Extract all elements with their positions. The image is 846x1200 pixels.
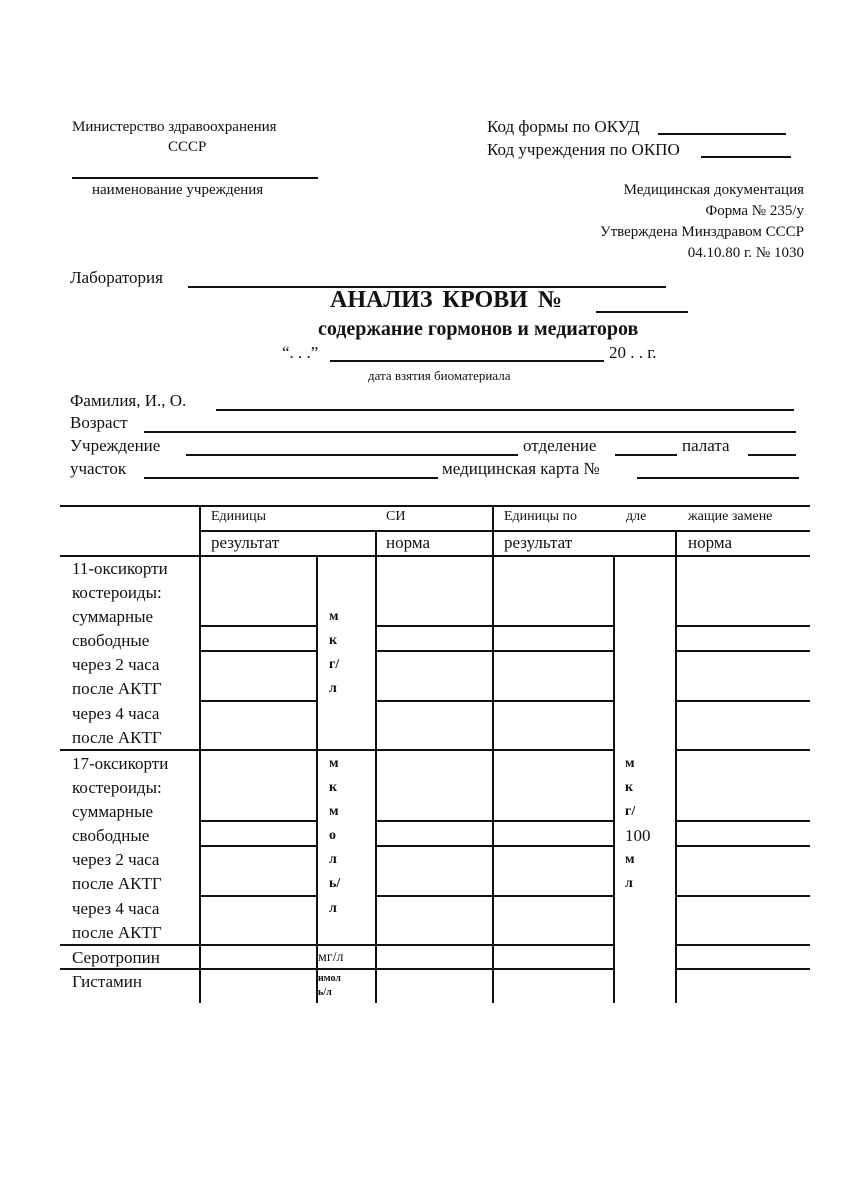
row-divider	[200, 845, 317, 847]
table-header-bottom	[60, 555, 810, 557]
ministry-country: СССР	[168, 139, 207, 155]
page-subtitle: содержание гормонов и медиаторов	[318, 318, 639, 340]
row-label: свободные	[72, 826, 150, 845]
row-label: костероиды:	[72, 583, 162, 602]
row-label: через 2 часа	[72, 850, 160, 869]
unit-letter: л	[329, 681, 337, 696]
row-label: после АКТГ	[72, 679, 162, 698]
col-divider	[492, 505, 494, 1003]
old-unit-letter: м	[625, 852, 635, 867]
row-label: после АКТГ	[72, 728, 162, 747]
header-old-units-mid: дле	[626, 509, 647, 524]
row-divider	[676, 700, 810, 702]
table-header-divider	[200, 530, 810, 532]
row-label: костероиды:	[72, 778, 162, 797]
okud-label: Код формы по ОКУД	[487, 117, 640, 136]
row-label: 11-оксикорти	[72, 559, 168, 578]
row-divider	[200, 820, 317, 822]
laboratory-label: Лаборатория	[70, 268, 163, 287]
department-field[interactable]	[615, 454, 677, 456]
group-divider	[676, 944, 810, 946]
row-label: свободные	[72, 631, 150, 650]
group-divider	[676, 749, 810, 751]
table-top-border	[60, 505, 810, 507]
department-label: отделение	[523, 436, 597, 455]
med-card-label: медицинская карта №	[442, 459, 600, 478]
med-card-field[interactable]	[637, 477, 799, 479]
row-divider	[676, 820, 810, 822]
unit-letter: ь/	[329, 876, 341, 891]
unit-letter: к	[329, 780, 338, 795]
row-divider	[200, 700, 317, 702]
header-si: СИ	[386, 509, 406, 524]
analysis-number-field[interactable]	[596, 311, 688, 313]
row-divider	[676, 968, 810, 970]
row-label: через 2 часа	[72, 655, 160, 674]
date-field[interactable]	[330, 360, 604, 362]
approval-date: 04.10.80 г. № 1030	[687, 245, 804, 261]
old-unit-letter: л	[625, 876, 633, 891]
district-label: участок	[70, 459, 127, 478]
col-divider	[199, 505, 201, 1003]
row-label: после АКТГ	[72, 874, 162, 893]
ward-label: палата	[682, 436, 730, 455]
row-divider	[376, 845, 614, 847]
institution-name-field[interactable]	[72, 177, 318, 179]
row-label: суммарные	[72, 802, 154, 821]
col-divider	[375, 530, 377, 1003]
row-label: 17-оксикорти	[72, 754, 169, 773]
header-norm-old: норма	[688, 533, 733, 552]
serotropin-unit: мг/л	[318, 950, 344, 965]
row-label: суммарные	[72, 607, 154, 626]
unit-letter: л	[329, 901, 337, 916]
date-year: 20 . . г.	[609, 343, 657, 362]
header-result-si: результат	[211, 533, 280, 552]
row-label: через 4 часа	[72, 704, 160, 723]
row-label: после АКТГ	[72, 923, 162, 942]
unit-letter: м	[329, 756, 339, 771]
unit-letter: к	[329, 633, 338, 648]
page-title: АНАЛИЗ КРОВИ №	[330, 287, 562, 313]
institution-label: Учреждение	[70, 436, 161, 455]
okpo-label: Код учреждения по ОКПО	[487, 140, 680, 159]
unit-letter: м	[329, 609, 339, 624]
col-divider	[316, 555, 318, 1003]
unit-letter: г/	[329, 657, 340, 672]
district-field[interactable]	[144, 477, 438, 479]
row-label: через 4 часа	[72, 899, 160, 918]
row-divider	[376, 895, 614, 897]
ministry-name: Министерство здравоохранения	[72, 119, 277, 135]
unit-letter: м	[329, 804, 339, 819]
med-doc-label: Медицинская документация	[623, 182, 804, 198]
okud-field[interactable]	[658, 133, 786, 135]
histamine-unit-line1: нмол	[318, 973, 341, 984]
col-divider	[675, 530, 677, 1003]
old-unit-letter: г/	[625, 804, 636, 819]
row-divider	[200, 650, 317, 652]
row-divider	[676, 625, 810, 627]
date-day: “. . .”	[282, 343, 319, 362]
header-old-units: Единицы по	[504, 509, 578, 524]
institution-caption: наименование учреждения	[92, 182, 264, 198]
row-divider	[376, 820, 614, 822]
header-old-units-right: жащие замене	[688, 509, 773, 524]
histamine-label: Гистамин	[72, 972, 142, 991]
old-unit-letter: 100	[625, 826, 651, 845]
row-divider	[200, 625, 317, 627]
serotropin-label: Серотропин	[72, 948, 160, 967]
row-divider	[676, 845, 810, 847]
row-divider	[676, 650, 810, 652]
form-number: Форма № 235/у	[705, 203, 804, 219]
row-divider	[676, 895, 810, 897]
date-caption: дата взятия биоматериала	[368, 368, 511, 383]
row-divider	[200, 895, 317, 897]
old-unit-letter: к	[625, 780, 634, 795]
row-divider	[376, 700, 614, 702]
age-label: Возраст	[70, 413, 128, 432]
ward-field[interactable]	[748, 454, 796, 456]
row-divider	[376, 650, 614, 652]
approval-text: Утверждена Минздравом СССР	[599, 224, 804, 240]
age-field[interactable]	[144, 431, 796, 433]
header-si-units: Единицы	[211, 509, 267, 524]
histamine-unit-line2: ь/л	[318, 987, 332, 998]
unit-letter: о	[329, 828, 336, 843]
header-norm-si: норма	[386, 533, 431, 552]
unit-letter: л	[329, 852, 337, 867]
row-divider	[376, 625, 614, 627]
name-label: Фамилия, И., О.	[70, 391, 187, 410]
institution-field[interactable]	[186, 454, 518, 456]
col-divider	[613, 555, 615, 1003]
old-unit-letter: м	[625, 756, 635, 771]
okpo-field[interactable]	[701, 156, 791, 158]
header-result-old: результат	[504, 533, 573, 552]
name-field[interactable]	[216, 409, 794, 411]
